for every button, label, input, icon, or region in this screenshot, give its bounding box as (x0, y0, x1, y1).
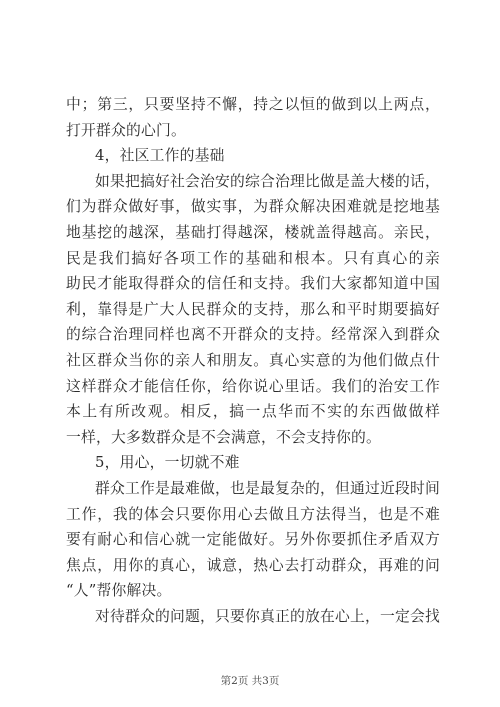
text-line: 如果把搞好社会治安的综合治理比做是盖大楼的话， (95, 172, 440, 190)
text-line: 们为群众做好事，做实事，为群众解决困难就是挖地基 (66, 198, 440, 216)
page-footer: 第2页 共3页 (220, 675, 280, 687)
text-line: 要有耐心和信心就一定能做好。另外你要抓住矛盾双方 (66, 531, 440, 549)
text-line: 地基挖的越深，基础打得越深，楼就盖得越高。亲民， (66, 223, 440, 241)
body-text (66, 92, 440, 629)
text-line: 助民才能取得群众的信任和支持。我们大家都知道中国 (66, 275, 440, 293)
text-line: 一样，大多数群众是不会满意，不会支持你的。 (66, 428, 381, 446)
text-line: “人”帮你解决。 (66, 582, 172, 600)
text-line: 民是我们搞好各项工作的基础和根本。只有真心的亲 (66, 249, 440, 267)
text-line: 打开群众的心门。 (66, 121, 186, 139)
text-line: 中；第三，只要坚持不懈，持之以恒的做到以上两点， (66, 96, 440, 113)
section-heading: 5，用心，一切就不难 (95, 454, 240, 472)
text-line: 工作，我的体会只要你用心去做且方法得当，也是不难 (66, 505, 440, 523)
text-line: 的综合治理同样也离不开群众的支持。经常深入到群众 (66, 326, 440, 344)
section-heading: 4，社区工作的基础 (95, 147, 225, 165)
text-line: 这样群众才能信任你，给你说心里话。我们的治安工作 (66, 377, 440, 395)
text-line: 群众工作是最难做，也是最复杂的，但通过近段时间 (95, 479, 440, 497)
text-line: 焦点，用你的真心，诚意，热心去打动群众，再难的问 (66, 556, 440, 574)
text-line: 利，靠得是广大人民群众的支持，那么和平时期要搞好 (66, 300, 440, 318)
text-line: 对待群众的问题，只要你真正的放在心上，一定会找 (95, 607, 440, 625)
text-line: 本上有所改观。相反，搞一点华而不实的东西做做样 (66, 403, 440, 421)
text-line: 社区群众当你的亲人和朋友。真心实意的为他们做点什 (66, 351, 440, 369)
